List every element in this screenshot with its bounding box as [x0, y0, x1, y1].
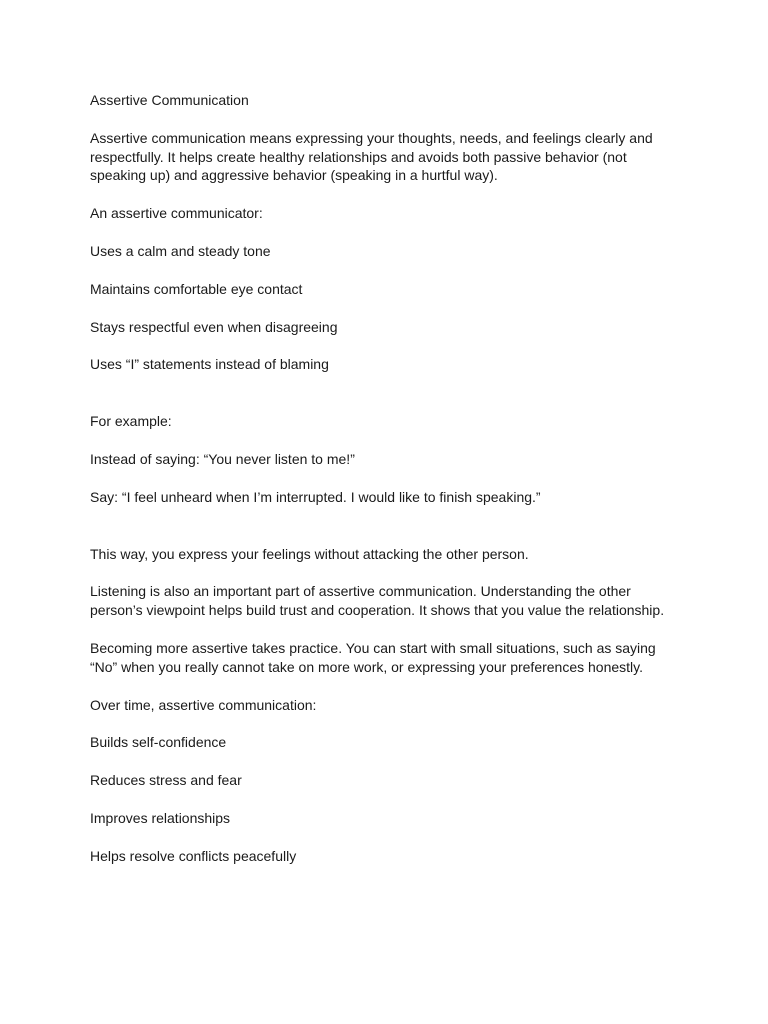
- listening-paragraph: Listening is also an important part of assertive communication. Understanding the other person’s viewpoint helps build trust and cooperation. It shows that you value the relationship.: [90, 583, 665, 619]
- benefit-item: Builds self-confidence: [90, 734, 227, 751]
- document-body: [90, 91, 670, 885]
- practice-paragraph: Becoming more assertive takes practice. You can start with small situations, such as saying “No” when you really cannot take on more work, or expressing your preferences honestly.: [90, 639, 656, 675]
- example-instead: Instead of saying: “You never listen to me!”: [90, 450, 355, 467]
- intro-paragraph: Assertive communication means expressing your thoughts, needs, and feelings clearly and respectfully. It helps create healthy relationships and avoids both passive behavior (not speaking up) and aggressive behavior (speaking in a hurtful way).: [90, 129, 653, 184]
- example-heading: For example:: [90, 413, 172, 430]
- benefits-heading: Over time, assertive communication:: [90, 696, 317, 713]
- trait-item: Maintains comfortable eye contact: [90, 280, 303, 297]
- trait-item: Stays respectful even when disagreeing: [90, 318, 338, 335]
- benefit-item: Reduces stress and fear: [90, 772, 242, 789]
- example-summary: This way, you express your feelings without attacking the other person.: [90, 545, 529, 562]
- trait-item: Uses “I” statements instead of blaming: [90, 356, 329, 373]
- benefit-item: Improves relationships: [90, 809, 231, 826]
- trait-item: Uses a calm and steady tone: [90, 242, 271, 259]
- benefit-item: Helps resolve conflicts peacefully: [90, 847, 297, 864]
- example-say: Say: “I feel unheard when I’m interrupted. I would like to finish speaking.”: [90, 488, 541, 505]
- document-title: Assertive Communication: [90, 92, 249, 108]
- communicator-heading: An assertive communicator:: [90, 205, 263, 222]
